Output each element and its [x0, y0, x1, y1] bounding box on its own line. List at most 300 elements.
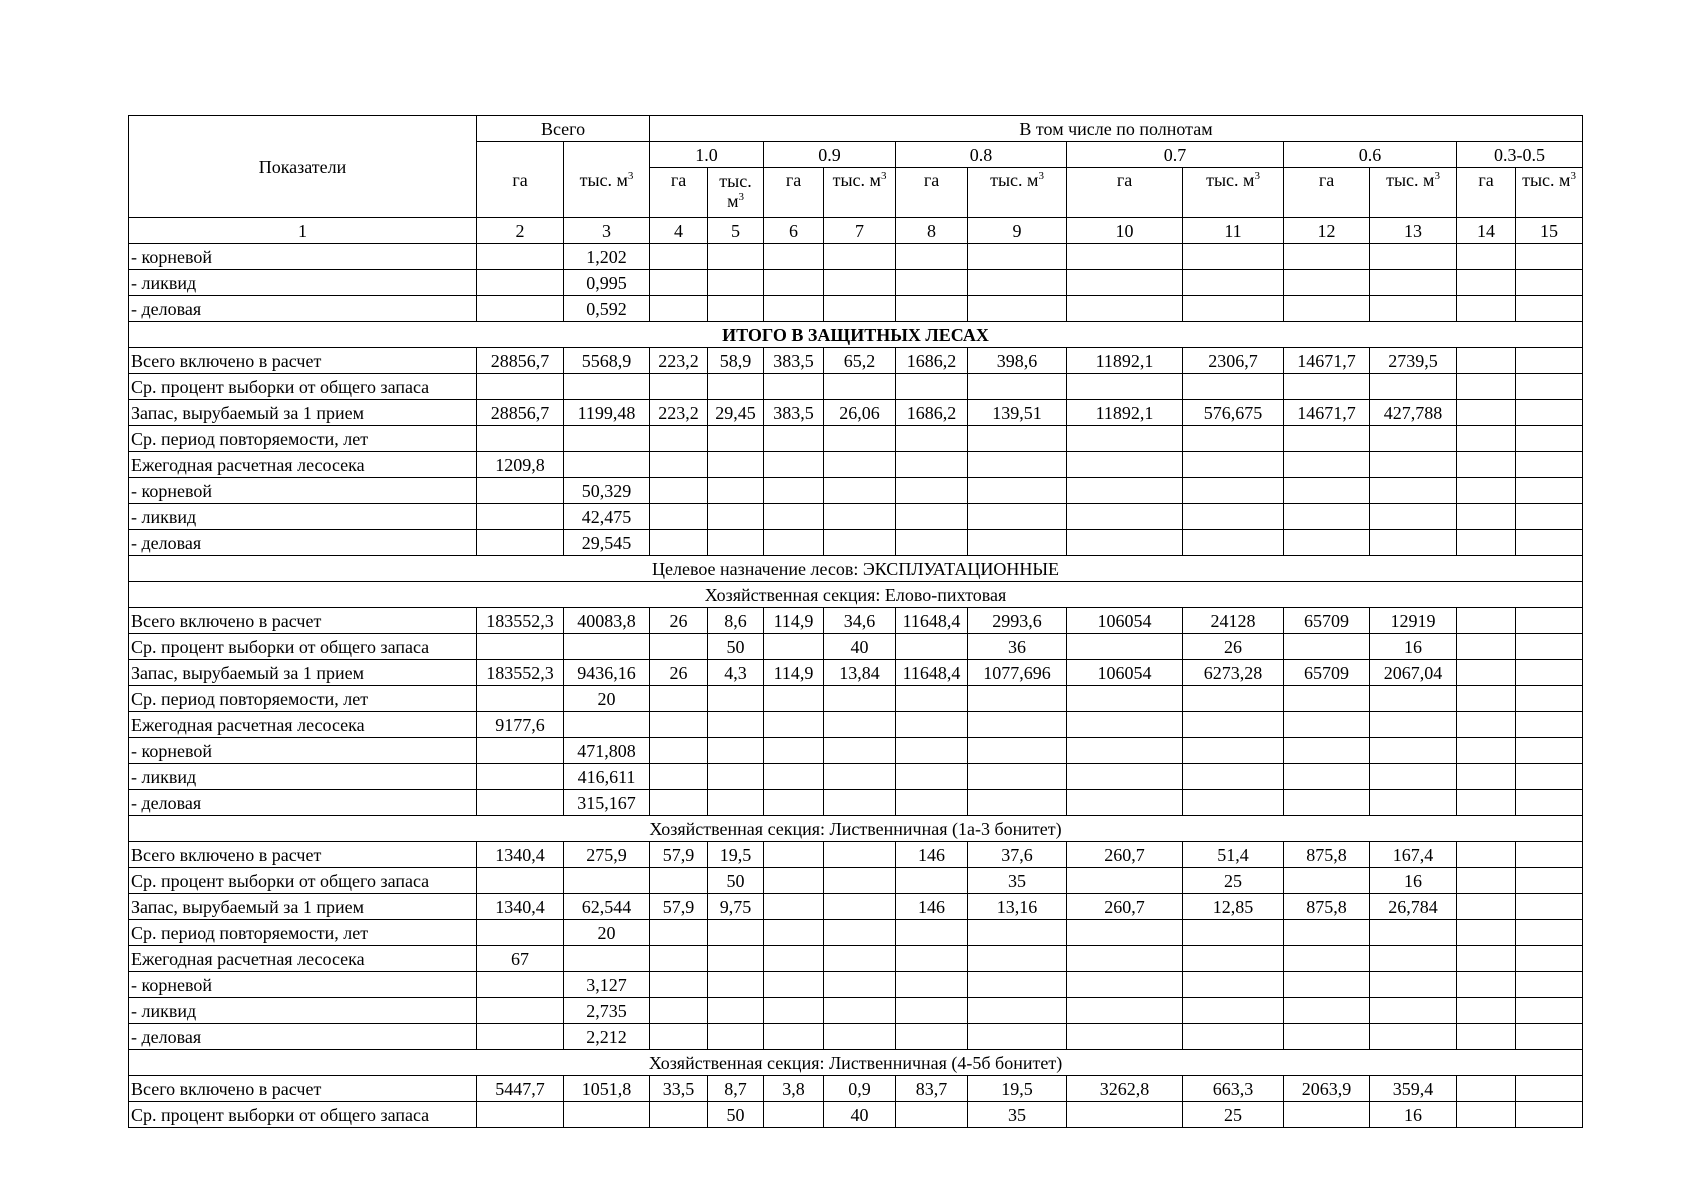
table-cell — [564, 374, 650, 400]
table-cell: 576,675 — [1183, 400, 1284, 426]
table-cell — [650, 478, 708, 504]
table-cell — [1067, 504, 1183, 530]
row-label: Ср. период повторяемости, лет — [129, 426, 477, 452]
table-cell: 4,3 — [708, 660, 764, 686]
table-cell: 25 — [1183, 868, 1284, 894]
column-number: 7 — [824, 218, 896, 244]
row-label: - деловая — [129, 530, 477, 556]
table-cell — [764, 244, 824, 270]
table-cell — [1183, 998, 1284, 1024]
table-cell — [477, 972, 564, 998]
table-row — [129, 270, 1583, 296]
table-cell — [1183, 686, 1284, 712]
table-cell: 11648,4 — [896, 608, 968, 634]
table-cell — [1183, 712, 1284, 738]
table-cell: 106054 — [1067, 660, 1183, 686]
table-cell: 3,127 — [564, 972, 650, 998]
table-cell — [824, 374, 896, 400]
table-row — [129, 764, 1583, 790]
table-cell — [1067, 1102, 1183, 1128]
table-cell — [650, 1102, 708, 1128]
table-cell — [1516, 686, 1583, 712]
table-cell: 260,7 — [1067, 894, 1183, 920]
table-cell — [1516, 1024, 1583, 1050]
table-cell — [764, 738, 824, 764]
table-cell — [968, 920, 1067, 946]
table-cell: 13,84 — [824, 660, 896, 686]
table-row — [129, 998, 1583, 1024]
table-cell — [1457, 660, 1516, 686]
table-cell — [896, 634, 968, 660]
table-cell: 2063,9 — [1284, 1076, 1370, 1102]
table-cell — [824, 790, 896, 816]
column-number: 2 — [477, 218, 564, 244]
header-unit-ha: га — [896, 168, 968, 218]
table-cell: 29,45 — [708, 400, 764, 426]
table-cell — [824, 946, 896, 972]
table-cell — [477, 738, 564, 764]
table-cell — [1516, 530, 1583, 556]
table-cell — [764, 842, 824, 868]
table-cell: 11892,1 — [1067, 400, 1183, 426]
column-number-row — [129, 218, 1583, 244]
row-label: - деловая — [129, 296, 477, 322]
table-cell: 57,9 — [650, 894, 708, 920]
table-cell — [650, 634, 708, 660]
table-cell: 5447,7 — [477, 1076, 564, 1102]
table-cell — [708, 374, 764, 400]
table-cell — [1516, 504, 1583, 530]
table-cell: 183552,3 — [477, 608, 564, 634]
table-cell — [1457, 244, 1516, 270]
table-cell — [824, 738, 896, 764]
table-row — [129, 530, 1583, 556]
table-cell — [1370, 244, 1457, 270]
table-cell — [1067, 270, 1183, 296]
table-cell — [650, 426, 708, 452]
table-cell — [1457, 894, 1516, 920]
column-number: 4 — [650, 218, 708, 244]
table-cell — [650, 374, 708, 400]
table-cell — [1516, 1102, 1583, 1128]
row-label: Всего включено в расчет — [129, 608, 477, 634]
table-cell — [1516, 712, 1583, 738]
table-cell — [896, 244, 968, 270]
table-row — [129, 1024, 1583, 1050]
table-cell — [708, 998, 764, 1024]
row-label: Запас, вырубаемый за 1 прием — [129, 894, 477, 920]
section-heading: Целевое назначение лесов: ЭКСПЛУАТАЦИОННЫЕ — [129, 556, 1583, 582]
table-row — [129, 790, 1583, 816]
table-cell: 0,9 — [824, 1076, 896, 1102]
table-cell — [1284, 634, 1370, 660]
section-row — [129, 556, 1583, 582]
table-cell — [650, 920, 708, 946]
table-cell — [477, 1102, 564, 1128]
table-cell — [564, 946, 650, 972]
table-cell: 35 — [968, 1102, 1067, 1128]
table-cell: 16 — [1370, 634, 1457, 660]
header-density-0-3-0-5: 0.3-0.5 — [1457, 142, 1583, 168]
table-cell — [1284, 504, 1370, 530]
table-cell — [896, 712, 968, 738]
table-cell: 24128 — [1183, 608, 1284, 634]
table-cell — [1284, 1102, 1370, 1128]
table-cell — [896, 452, 968, 478]
header-total-ha: га — [477, 142, 564, 218]
table-cell — [896, 920, 968, 946]
table-cell: 40 — [824, 634, 896, 660]
table-cell: 383,5 — [764, 348, 824, 374]
table-cell: 223,2 — [650, 348, 708, 374]
table-cell — [764, 686, 824, 712]
row-label: Ср. период повторяемости, лет — [129, 686, 477, 712]
table-cell — [968, 244, 1067, 270]
table-cell: 12919 — [1370, 608, 1457, 634]
table-cell — [1457, 790, 1516, 816]
table-cell: 8,7 — [708, 1076, 764, 1102]
column-number: 12 — [1284, 218, 1370, 244]
table-cell — [1457, 738, 1516, 764]
table-cell — [650, 530, 708, 556]
table-cell — [1284, 686, 1370, 712]
table-cell: 471,808 — [564, 738, 650, 764]
table-cell — [1370, 270, 1457, 296]
table-cell — [1370, 374, 1457, 400]
table-cell: 146 — [896, 894, 968, 920]
table-cell — [896, 296, 968, 322]
table-cell: 875,8 — [1284, 842, 1370, 868]
table-cell — [764, 1024, 824, 1050]
table-cell — [1067, 426, 1183, 452]
table-cell: 2739,5 — [1370, 348, 1457, 374]
table-row — [129, 1076, 1583, 1102]
table-cell: 29,545 — [564, 530, 650, 556]
table-cell: 1051,8 — [564, 1076, 650, 1102]
table-cell — [968, 530, 1067, 556]
table-cell — [564, 452, 650, 478]
table-cell — [1284, 920, 1370, 946]
table-cell — [824, 686, 896, 712]
table-cell — [1457, 842, 1516, 868]
table-cell: 20 — [564, 920, 650, 946]
table-cell — [1457, 634, 1516, 660]
table-cell — [1284, 764, 1370, 790]
section-heading: Хозяйственная секция: Лиственничная (4-5б бонитет) — [129, 1050, 1583, 1076]
table-cell — [1284, 244, 1370, 270]
row-label: - корневой — [129, 478, 477, 504]
table-cell — [1067, 244, 1183, 270]
table-cell — [1370, 790, 1457, 816]
table-cell: 114,9 — [764, 660, 824, 686]
row-label: Запас, вырубаемый за 1 прием — [129, 400, 477, 426]
column-number: 9 — [968, 218, 1067, 244]
table-cell — [477, 426, 564, 452]
column-number: 14 — [1457, 218, 1516, 244]
table-cell — [764, 1102, 824, 1128]
table-cell — [896, 946, 968, 972]
table-row — [129, 920, 1583, 946]
table-cell — [1516, 452, 1583, 478]
table-cell — [1370, 452, 1457, 478]
table-cell — [477, 634, 564, 660]
table-cell — [968, 946, 1067, 972]
table-cell — [1457, 400, 1516, 426]
table-cell — [1516, 946, 1583, 972]
table-cell — [824, 842, 896, 868]
table-cell — [1183, 920, 1284, 946]
table-cell — [1067, 738, 1183, 764]
table-cell — [824, 270, 896, 296]
table-cell: 1209,8 — [477, 452, 564, 478]
table-cell — [650, 296, 708, 322]
table-cell — [1067, 452, 1183, 478]
table-cell — [968, 738, 1067, 764]
table-cell — [1183, 478, 1284, 504]
table-cell — [896, 868, 968, 894]
table-cell — [1516, 1076, 1583, 1102]
table-cell — [1370, 504, 1457, 530]
table-cell: 65,2 — [824, 348, 896, 374]
table-cell — [1457, 426, 1516, 452]
table-row — [129, 660, 1583, 686]
table-cell — [824, 452, 896, 478]
table-cell — [650, 712, 708, 738]
table-cell — [1516, 868, 1583, 894]
table-row — [129, 738, 1583, 764]
table-cell: 50 — [708, 868, 764, 894]
table-cell — [1516, 374, 1583, 400]
table-cell: 26,06 — [824, 400, 896, 426]
row-label: Ср. процент выборки от общего запаса — [129, 374, 477, 400]
table-cell: 0,592 — [564, 296, 650, 322]
table-cell — [764, 764, 824, 790]
table-cell — [1457, 868, 1516, 894]
table-cell — [1284, 530, 1370, 556]
table-cell — [1370, 764, 1457, 790]
table-cell — [1457, 452, 1516, 478]
table-row — [129, 972, 1583, 998]
table-cell — [1067, 686, 1183, 712]
section-heading: Хозяйственная секция: Лиственничная (1а-3 бонитет) — [129, 816, 1583, 842]
table-cell: 35 — [968, 868, 1067, 894]
table-cell — [1183, 504, 1284, 530]
table-cell: 11892,1 — [1067, 348, 1183, 374]
table-cell — [650, 452, 708, 478]
table-cell: 19,5 — [968, 1076, 1067, 1102]
table-cell: 398,6 — [968, 348, 1067, 374]
table-cell — [1457, 1024, 1516, 1050]
table-cell — [1516, 920, 1583, 946]
table-row — [129, 608, 1583, 634]
table-cell — [708, 972, 764, 998]
table-cell: 1340,4 — [477, 894, 564, 920]
table-cell: 2067,04 — [1370, 660, 1457, 686]
table-cell — [764, 452, 824, 478]
table-cell — [968, 712, 1067, 738]
header-unit-volume: тыс. $м^3$ — [1516, 168, 1583, 218]
table-cell — [896, 374, 968, 400]
table-cell — [477, 478, 564, 504]
table-cell — [1516, 348, 1583, 374]
document-page — [128, 115, 1582, 1128]
section-row — [129, 322, 1583, 348]
table-cell — [1516, 608, 1583, 634]
table-cell — [896, 426, 968, 452]
table-cell — [708, 1024, 764, 1050]
table-cell — [650, 790, 708, 816]
header-unit-ha: га — [1457, 168, 1516, 218]
table-cell: 14671,7 — [1284, 400, 1370, 426]
table-cell: 50,329 — [564, 478, 650, 504]
header-density-1-0: 1.0 — [650, 142, 764, 168]
row-label: - корневой — [129, 972, 477, 998]
table-cell — [824, 426, 896, 452]
table-cell — [1284, 868, 1370, 894]
table-cell: 26,784 — [1370, 894, 1457, 920]
table-cell — [968, 998, 1067, 1024]
table-cell — [1457, 530, 1516, 556]
table-cell — [1067, 530, 1183, 556]
table-cell — [1183, 764, 1284, 790]
table-cell — [1457, 1076, 1516, 1102]
table-cell — [650, 764, 708, 790]
table-cell: 50 — [708, 1102, 764, 1128]
table-cell: 1,202 — [564, 244, 650, 270]
row-label: - ликвид — [129, 270, 477, 296]
table-cell: 13,16 — [968, 894, 1067, 920]
table-cell — [824, 920, 896, 946]
column-number: 10 — [1067, 218, 1183, 244]
table-cell — [1067, 1024, 1183, 1050]
table-cell — [477, 244, 564, 270]
table-cell: 14671,7 — [1284, 348, 1370, 374]
header-unit-ha: га — [650, 168, 708, 218]
table-cell — [1516, 790, 1583, 816]
header-total: Всего — [477, 116, 650, 142]
table-row — [129, 348, 1583, 374]
table-cell — [477, 868, 564, 894]
table-cell — [824, 244, 896, 270]
table-cell: 1199,48 — [564, 400, 650, 426]
table-cell — [824, 764, 896, 790]
table-cell — [968, 374, 1067, 400]
table-cell: 34,6 — [824, 608, 896, 634]
table-cell — [1067, 920, 1183, 946]
table-cell — [650, 946, 708, 972]
table-cell — [477, 1024, 564, 1050]
table-cell — [1370, 296, 1457, 322]
table-cell — [1457, 972, 1516, 998]
column-number: 5 — [708, 218, 764, 244]
row-label: Всего включено в расчет — [129, 1076, 477, 1102]
table-row — [129, 426, 1583, 452]
table-cell: 383,5 — [764, 400, 824, 426]
table-cell — [1516, 738, 1583, 764]
column-number: 1 — [129, 218, 477, 244]
table-cell — [824, 894, 896, 920]
table-cell: 58,9 — [708, 348, 764, 374]
table-cell — [764, 478, 824, 504]
table-row — [129, 374, 1583, 400]
table-row — [129, 946, 1583, 972]
table-cell — [1183, 374, 1284, 400]
table-cell — [708, 452, 764, 478]
table-cell — [477, 790, 564, 816]
table-cell: 3262,8 — [1067, 1076, 1183, 1102]
table-cell: 2993,6 — [968, 608, 1067, 634]
section-heading: Хозяйственная секция: Елово-пихтовая — [129, 582, 1583, 608]
table-cell — [477, 270, 564, 296]
table-cell: 315,167 — [564, 790, 650, 816]
table-cell — [1067, 868, 1183, 894]
table-cell — [650, 1024, 708, 1050]
table-cell — [764, 270, 824, 296]
table-cell: 416,611 — [564, 764, 650, 790]
table-cell: 33,5 — [650, 1076, 708, 1102]
table-cell — [1516, 842, 1583, 868]
table-cell — [764, 374, 824, 400]
column-number: 11 — [1183, 218, 1284, 244]
table-cell — [764, 504, 824, 530]
table-cell: 12,85 — [1183, 894, 1284, 920]
header-density-0-7: 0.7 — [1067, 142, 1284, 168]
table-cell: 106054 — [1067, 608, 1183, 634]
table-cell — [1370, 946, 1457, 972]
table-cell — [708, 244, 764, 270]
table-cell — [1516, 400, 1583, 426]
table-cell — [1457, 998, 1516, 1024]
table-cell — [1284, 1024, 1370, 1050]
table-cell — [1457, 712, 1516, 738]
table-cell — [896, 686, 968, 712]
table-cell — [708, 686, 764, 712]
table-cell — [650, 738, 708, 764]
header-unit-volume: тыс. $м^3$ — [1183, 168, 1284, 218]
table-cell — [824, 530, 896, 556]
table-cell — [1183, 530, 1284, 556]
table-cell — [1284, 374, 1370, 400]
table-cell — [1370, 478, 1457, 504]
table-cell — [764, 530, 824, 556]
row-label: - корневой — [129, 244, 477, 270]
table-cell — [1457, 478, 1516, 504]
table-cell — [968, 686, 1067, 712]
table-cell — [477, 296, 564, 322]
header-unit-volume: тыс. $м^3$ — [824, 168, 896, 218]
table-cell — [824, 478, 896, 504]
table-cell — [1457, 920, 1516, 946]
table-cell: 223,2 — [650, 400, 708, 426]
table-cell — [1067, 374, 1183, 400]
table-cell — [1370, 530, 1457, 556]
table-cell — [764, 946, 824, 972]
section-heading: ИТОГО В ЗАЩИТНЫХ ЛЕСАХ — [129, 322, 1583, 348]
table-cell — [1067, 790, 1183, 816]
table-cell — [477, 998, 564, 1024]
table-cell — [1183, 946, 1284, 972]
header-by-density: В том числе по полнотам — [650, 116, 1583, 142]
table-cell — [1457, 764, 1516, 790]
table-cell — [896, 972, 968, 998]
header-indicators: Показатели — [129, 116, 477, 218]
table-cell — [896, 998, 968, 1024]
table-cell: 40083,8 — [564, 608, 650, 634]
table-cell — [650, 504, 708, 530]
row-label: Всего включено в расчет — [129, 348, 477, 374]
table-cell: 139,51 — [968, 400, 1067, 426]
table-cell — [708, 530, 764, 556]
